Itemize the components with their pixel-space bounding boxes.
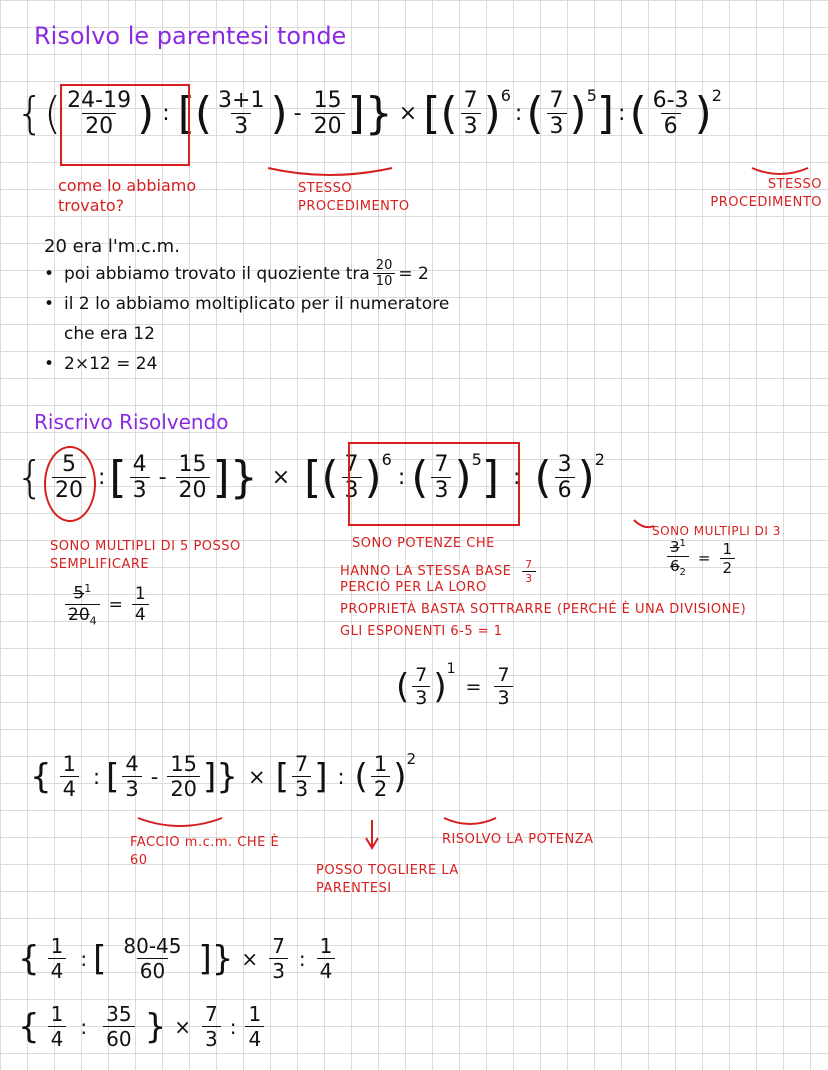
fraction-1-over-4-a: $\frac{1}{4}$ [60,752,79,801]
note-multipli-3: SONO MULTIPLI DI 3 [652,524,781,538]
fraction-1-over-4-e: $\frac{1}{4}$ [245,1002,264,1051]
fraction-7-over-3-a: $\frac{7}{3}$ [461,88,481,139]
fraction-80-45-over-60: $\frac{80-45}{60}$ [123,934,182,983]
note-stesso-procedimento-2: STESSO PROCEDIMENTO [710,177,822,210]
fraction-15-over-20-c: $\frac{15}{20}$ [167,752,200,801]
explain-line-1: 20 era l'm.c.m. [44,236,180,257]
power-result: ( $\frac{7}{3}$ ) 1 = $\frac{7}{3}$ [396,664,516,709]
highlight-box-24-19 [60,84,190,166]
fraction-3-plus-1-over-3: $\frac{3+1}{3}$ [218,88,265,139]
fraction-6-3-over-6: $\frac{6-3}{6}$ [652,88,689,139]
fraction-1-over-4-b: $\frac{1}{4}$ [48,934,67,983]
note-mcm-60: FACCIO m.c.m. CHE È 60 [130,835,280,868]
arrow-down [366,820,378,848]
underbrace-3 [634,520,654,527]
note-stesso-procedimento-1: STESSO PROCEDIMENTO [298,181,410,214]
fraction-7-over-3-b: $\frac{7}{3}$ [547,88,567,139]
underbrace-1 [268,168,392,175]
note-come-lo-abbiamo-trovato: come lo abbiamo trovato? [58,176,197,215]
fraction-7-over-3-e: $\frac{7}{3}$ [292,752,311,801]
fraction-4-over-3-b: $\frac{4}{3}$ [122,752,141,801]
underbrace-5 [444,818,496,824]
heading-parentesi-tonde: Risolvo le parentesi tonde [34,22,347,50]
fraction-1-over-2: $\frac{1}{2}$ [371,752,390,801]
explain-line-5: • 2×12 = 24 [44,354,158,374]
equation-3: { $\frac{1}{4}$ : [ $\frac{4}{3}$ - $\frac{15}{20}$ ]} × [ $\frac{7}{3}$ ] : ( $\frac{1}{2}$ ) 2 [30,749,416,801]
note-multipli-5: SONO MULTIPLI DI 5 POSSO SEMPLIFICARE [50,539,241,572]
fraction-7-over-3-g: $\frac{7}{3}$ [202,1002,221,1051]
underbrace-4 [138,818,222,826]
fraction-4-over-3: $\frac{4}{3}$ [130,452,150,503]
heading-riscrivo: Riscrivo Risolvendo [34,410,229,434]
fraction-1-over-4-c: $\frac{1}{4}$ [317,934,336,983]
highlight-circle-5-over-20 [44,446,96,522]
simplification-3-over-6: $\frac{3^1}{6_2}$ = $\frac{1}{2}$ [664,538,738,578]
highlight-box-potenze [348,442,520,526]
fraction-20-over-10: $\frac{20}{10}$ [373,258,396,289]
underbrace-2 [752,168,808,174]
note-potenze-line-3: PERCIÒ PER LA LORO [340,580,487,595]
note-potenze-line-4: PROPRIETÀ BASTA SOTTRARRE (PERCHÉ È UNA DIVISIONE) [340,602,747,617]
note-risolvo-potenza: RISOLVO LA POTENZA [442,832,594,847]
explain-line-2: • poi abbiamo trovato il quoziente tra $\frac{20}{10}$ = 2 [44,258,429,289]
note-potenze-line-2: HANNO LA STESSA BASE $\frac{7}{3}$ [340,558,539,585]
fraction-5-over-20: $\frac{5}{20}$ [52,452,86,503]
equation-2: { $\frac{5}{20}$ : [ $\frac{4}{3}$ - $\frac{15}{20}$ ]} × [( $\frac{7}{3}$ ) 6 : ( $\frac{7}{3}$ ) 5 ] : ( $\frac{3}{6}$ ) 2 [16,450,605,503]
fraction-7-over-3-d: $\frac{7}{3}$ [431,452,451,503]
note-potenze-line-1: SONO POTENZE CHE [352,536,495,551]
fraction-24-19-over-20: $\frac{24-19}{20}$ [67,88,132,139]
fraction-15-over-20: $\frac{15}{20}$ [311,88,345,139]
equation-1: {( $\frac{24-19}{20}$ ) : [( $\frac{3+1}{3}$ ) - $\frac{15}{20}$ ]} × [( $\frac{7}{3}$ ) 6 : ( $\frac{7}{3}$ ) 5 ] : ( $\frac{6-3}{6}$ ) 2 [16,86,722,139]
fraction-15-over-20-b: $\frac{15}{20}$ [176,452,210,503]
equation-5: { $\frac{1}{4}$ : $\frac{35}{60}$ } × $\frac{7}{3}$ : $\frac{1}{4}$ [18,1002,267,1051]
fraction-1-over-4-d: $\frac{1}{4}$ [48,1002,67,1051]
note-posso-togliere: POSSO TOGLIERE LA PARENTESI [316,863,459,896]
fraction-3-over-6: $\frac{3}{6}$ [555,452,575,503]
fraction-35-over-60: $\frac{35}{60}$ [103,1002,134,1051]
note-potenze-line-5: GLI ESPONENTI 6-5 = 1 [340,624,503,639]
simplification-5-over-20: $\frac{5^1}{20_4}$ = $\frac{1}{4}$ [62,582,152,627]
explain-line-3: • il 2 lo abbiamo moltiplicato per il numeratore [44,294,450,314]
explain-line-4: che era 12 [64,324,155,344]
fraction-7-over-3-f: $\frac{7}{3}$ [269,934,288,983]
equation-4: { $\frac{1}{4}$ : [ $\frac{80-45}{60}$ ]} × $\frac{7}{3}$ : $\frac{1}{4}$ [18,934,338,983]
fraction-7-over-3-c: $\frac{7}{3}$ [342,452,362,503]
